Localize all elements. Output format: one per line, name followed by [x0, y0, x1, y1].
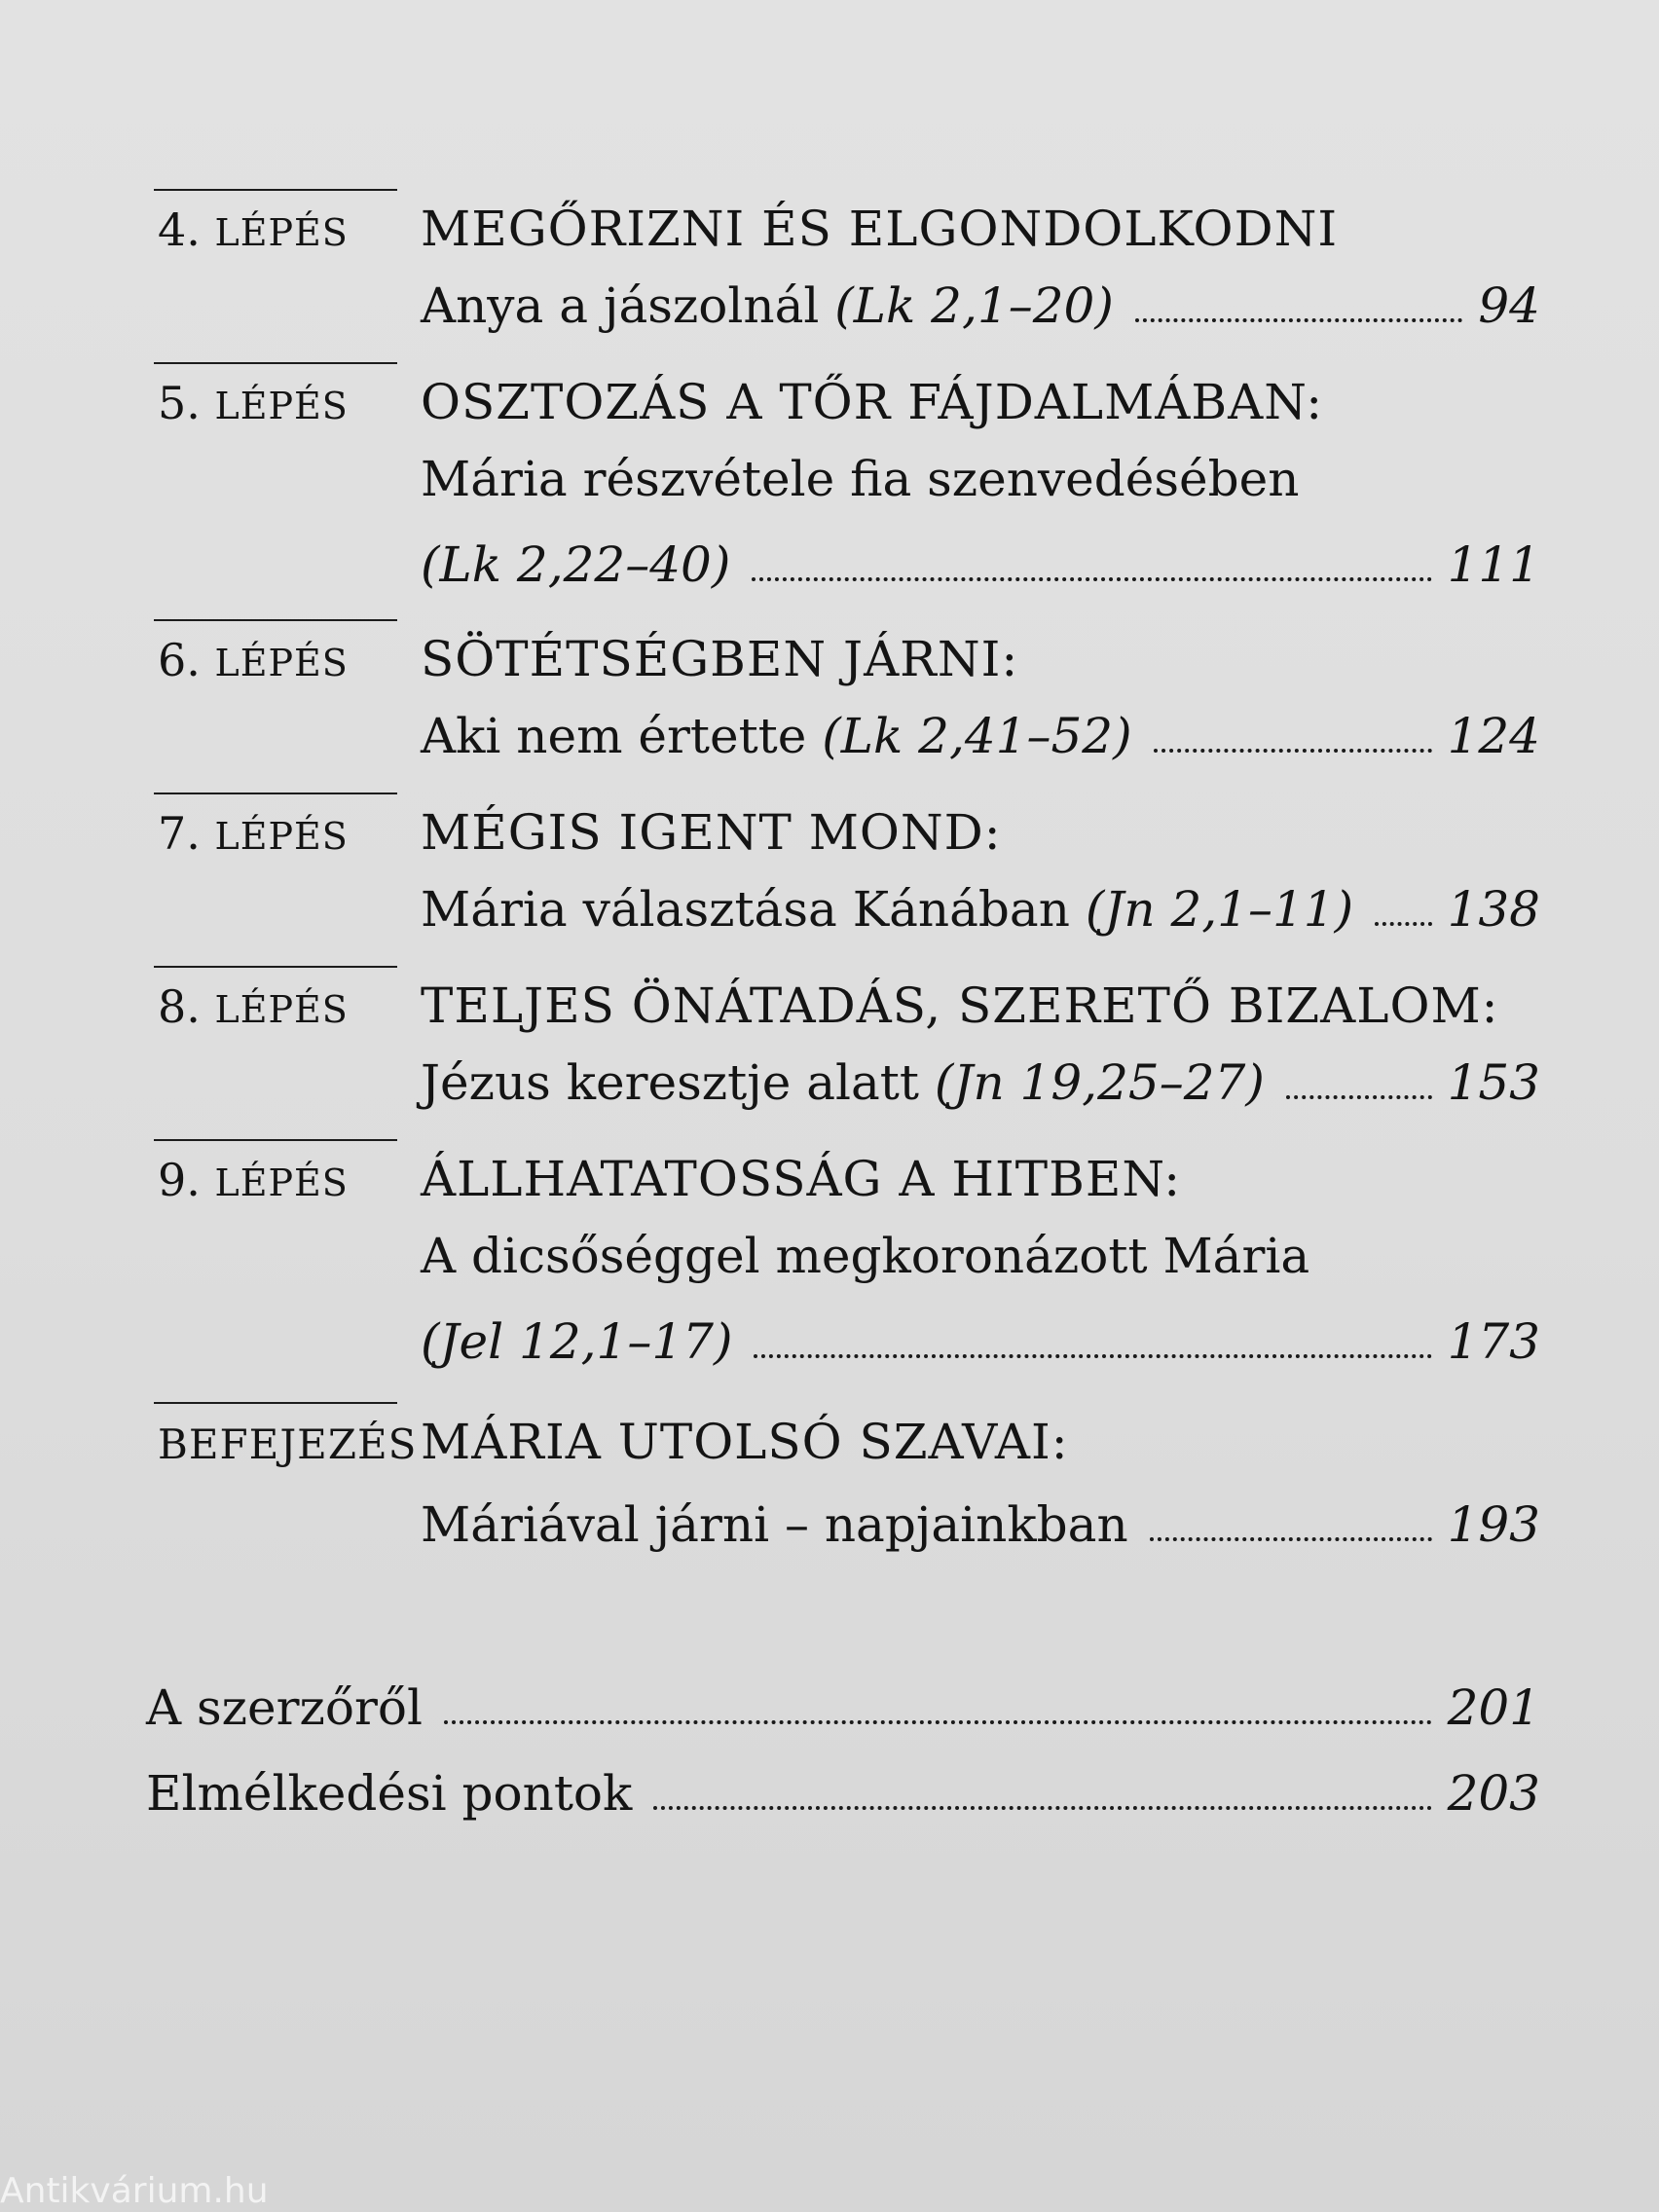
chapter-heading: MÉGIS IGENT MOND: — [421, 804, 1002, 861]
step-label — [158, 1153, 349, 1210]
page-number: 201 — [1447, 1679, 1540, 1736]
step-word: LÉPÉS — [214, 642, 349, 684]
watermark-text: Antikvárium.hu — [0, 2171, 269, 2211]
scripture-reference: (Lk 2,41–52) — [822, 708, 1132, 764]
entry-divider — [154, 1402, 397, 1404]
back-matter-title: A szerzőről — [146, 1679, 423, 1736]
chapter-heading: MEGŐRIZNI ÉS ELGONDOLKODNI — [421, 201, 1339, 257]
chapter-heading: MÁRIA UTOLSÓ SZAVAI: — [421, 1414, 1069, 1470]
page-number: 111 — [1447, 536, 1540, 593]
step-word: LÉPÉS — [214, 1161, 349, 1204]
chapter-subtitle: Máriával járni – napjainkban — [421, 1496, 1128, 1553]
step-word: BEFEJEZÉS — [158, 1420, 418, 1468]
dot-leader — [1135, 318, 1463, 322]
dot-leader — [754, 1354, 1431, 1358]
toc-line[interactable] — [421, 535, 1540, 594]
back-matter-title: Elmélkedési pontok — [146, 1765, 633, 1822]
chapter-subtitle: Jézus keresztje alatt (Jn 19,25–27) — [421, 1054, 1265, 1111]
step-label — [158, 633, 349, 690]
chapter-heading: ÁLLHATATOSSÁG A HITBEN: — [421, 1151, 1182, 1207]
toc-line[interactable] — [421, 707, 1540, 765]
toc-line[interactable] — [421, 880, 1540, 939]
entry-divider — [154, 1139, 397, 1141]
chapter-heading: OSZTOZÁS A TŐR FÁJDALMÁBAN: — [421, 374, 1324, 430]
toc-line[interactable] — [421, 276, 1540, 335]
chapter-subtitle: Mária részvétele fia szenvedésében — [421, 451, 1300, 507]
page-number: 124 — [1447, 708, 1540, 764]
entry-divider — [154, 189, 397, 191]
dot-leader — [444, 1720, 1432, 1724]
step-label — [158, 203, 349, 260]
scripture-reference: (Lk 2,22–40) — [421, 536, 731, 593]
step-number: 5. — [158, 377, 201, 429]
scripture-reference: (Jn 2,1–11) — [1085, 881, 1354, 938]
step-label — [158, 806, 349, 864]
page-number: 153 — [1447, 1054, 1540, 1111]
dot-leader — [1150, 1537, 1432, 1541]
step-label — [158, 979, 349, 1037]
page-number: 173 — [1447, 1313, 1540, 1370]
step-label — [158, 376, 349, 433]
chapter-subtitle: Aki nem értette (Lk 2,41–52) — [421, 708, 1132, 764]
toc-line[interactable] — [421, 1053, 1540, 1112]
step-word: LÉPÉS — [214, 385, 349, 427]
chapter-subtitle: Anya a jászolnál (Lk 2,1–20) — [421, 277, 1114, 334]
entry-divider — [154, 619, 397, 621]
step-label — [158, 1416, 417, 1472]
toc-line[interactable] — [421, 1495, 1540, 1554]
dot-leader — [1154, 749, 1432, 753]
dot-leader — [1375, 922, 1431, 926]
entry-divider — [154, 966, 397, 968]
step-number: 9. — [158, 1154, 201, 1206]
step-number: 7. — [158, 807, 201, 860]
step-number: 8. — [158, 980, 201, 1033]
toc-line-meditation-points[interactable] — [146, 1764, 1540, 1823]
chapter-subtitle-end — [421, 1312, 732, 1371]
dot-leader — [1286, 1095, 1432, 1099]
dot-leader — [653, 1806, 1431, 1810]
page-number: 138 — [1447, 881, 1540, 938]
chapter-heading: TELJES ÖNÁTADÁS, SZERETŐ BIZALOM: — [421, 977, 1499, 1034]
scripture-reference: (Lk 2,1–20) — [834, 277, 1114, 334]
chapter-heading: SÖTÉTSÉGBEN JÁRNI: — [421, 631, 1019, 687]
step-number: 6. — [158, 634, 201, 686]
entry-divider — [154, 793, 397, 794]
scripture-reference: (Jel 12,1–17) — [421, 1313, 733, 1370]
step-word: LÉPÉS — [214, 988, 349, 1031]
page-number: 94 — [1478, 277, 1540, 334]
chapter-subtitle-end — [421, 535, 730, 594]
toc-line-about-author[interactable] — [146, 1678, 1540, 1737]
chapter-subtitle: Mária választása Kánában (Jn 2,1–11) — [421, 881, 1354, 938]
step-number: 4. — [158, 203, 201, 256]
toc-line[interactable] — [421, 1312, 1540, 1371]
page-number: 193 — [1447, 1496, 1540, 1553]
chapter-subtitle: A dicsőséggel megkoronázott Mária — [421, 1228, 1310, 1284]
step-word: LÉPÉS — [214, 211, 349, 254]
dot-leader — [752, 577, 1431, 581]
scripture-reference: (Jn 19,25–27) — [934, 1054, 1265, 1111]
step-word: LÉPÉS — [214, 815, 349, 858]
entry-divider — [154, 362, 397, 364]
page-number: 203 — [1447, 1765, 1540, 1822]
